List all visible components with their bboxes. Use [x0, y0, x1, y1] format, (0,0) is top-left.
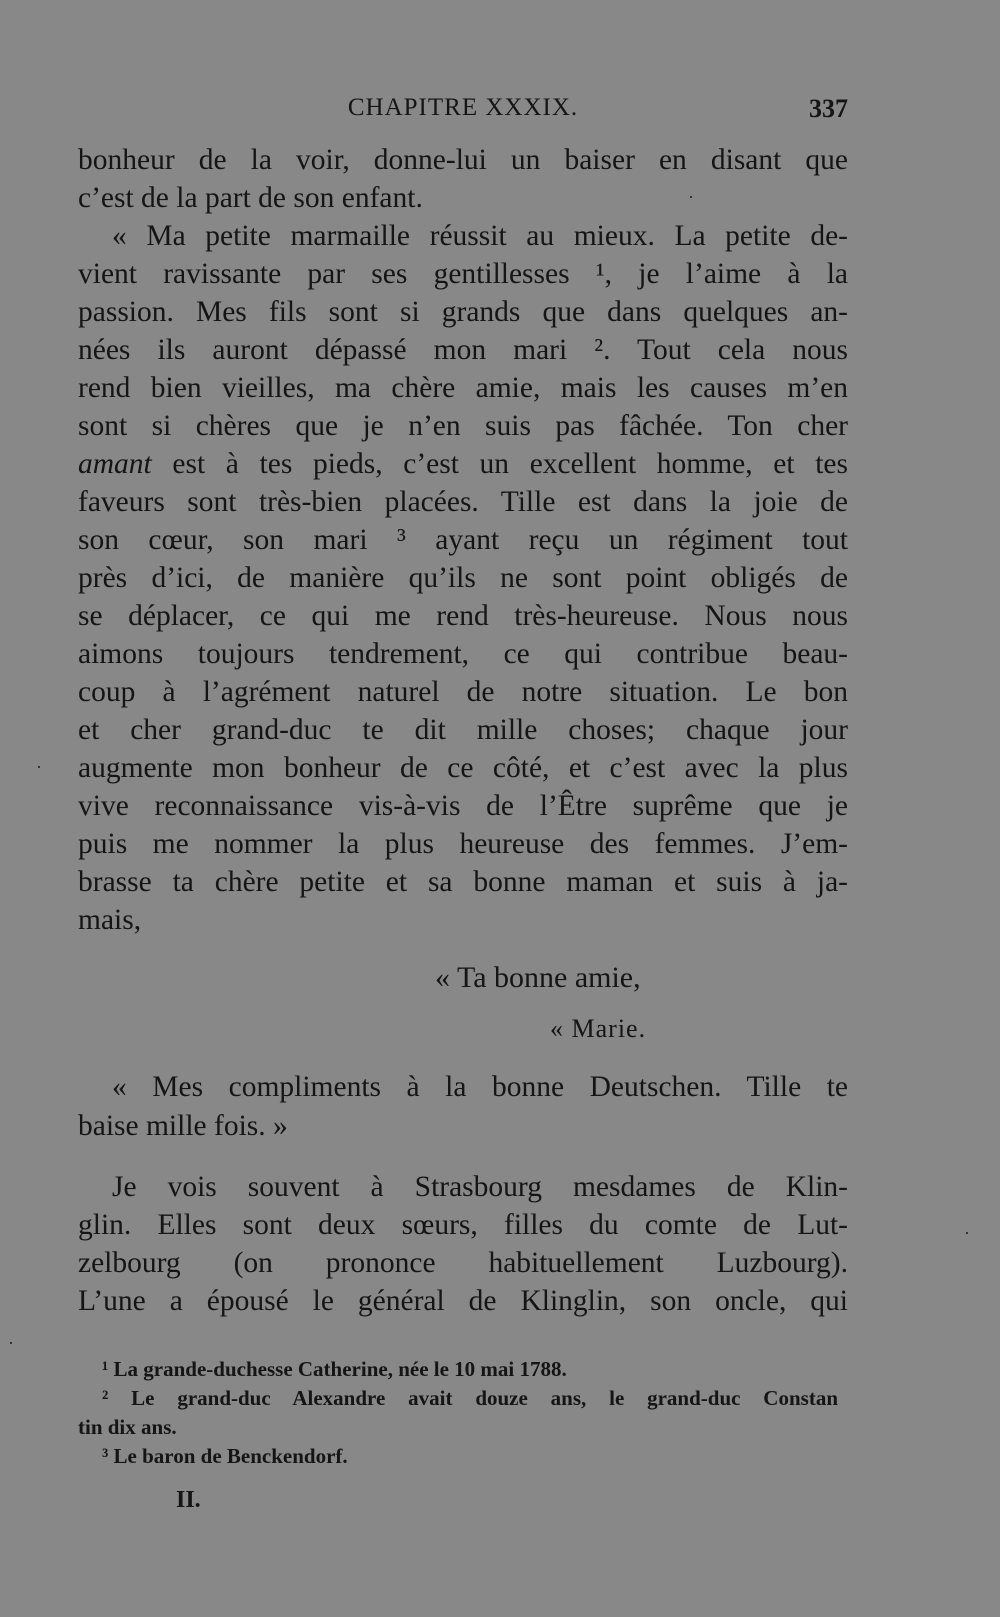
running-head: CHAPITRE XXXIX.	[347, 94, 579, 121]
text-line: mais,	[78, 904, 142, 936]
text-line: nées ils auront dépassé mon mari ². Tout cela nous	[78, 334, 848, 366]
text-line: c’est de la part de son enfant.	[78, 182, 423, 214]
scan-speck	[10, 1342, 12, 1344]
text-line: son cœur, son mari ³ ayant reçu un régiment tout	[78, 524, 848, 556]
postscript-line: baise mille fois. »	[78, 1110, 288, 1142]
scan-speck	[38, 766, 40, 768]
scan-speck	[690, 196, 692, 198]
text-line: puis me nommer la plus heureuse des femmes. J’em-	[78, 828, 848, 860]
footnote-continuation: tin dix ans.	[78, 1415, 177, 1439]
text-line: rend bien vieilles, ma chère amie, mais les causes m’en	[78, 372, 848, 404]
text-line: amant est à tes pieds, c’est un excellent homme, et tes	[78, 448, 848, 480]
signature-mark: II.	[176, 1487, 201, 1513]
text-line: et cher grand-duc te dit mille choses; chaque jour	[78, 714, 848, 746]
text-line: coup à l’agrément naturel de notre situation. Le bon	[78, 676, 848, 708]
text-line: L’une a épousé le général de Klinglin, son oncle, qui	[78, 1285, 848, 1317]
text-line: aimons toujours tendrement, ce qui contribue beau-	[78, 638, 848, 670]
postscript-line: « Mes compliments à la bonne Deutschen. Tille te	[112, 1071, 848, 1103]
text-line: bonheur de la voir, donne-lui un baiser en disant que	[78, 144, 848, 176]
letter-signature: « Marie.	[550, 1014, 647, 1043]
text-line: Je vois souvent à Strasbourg mesdames de Klin-	[112, 1171, 848, 1203]
text-line: près d’ici, de manière qu’ils ne sont point obligés de	[78, 562, 848, 594]
text-line: glin. Elles sont deux sœurs, filles du comte de Lut-	[78, 1209, 848, 1241]
page-number: 337	[809, 94, 848, 123]
italic-word: amant	[78, 448, 152, 480]
text-line: brasse ta chère petite et sa bonne maman et suis à ja-	[78, 866, 848, 898]
footnote: ³ Le baron de Benckendorf.	[102, 1444, 348, 1468]
page-header	[78, 94, 848, 130]
text-line: augmente mon bonheur de ce côté, et c’est avec la plus	[78, 752, 848, 784]
text-line: faveurs sont très-bien placées. Tille est dans la joie de	[78, 486, 848, 518]
footnote: ² Le grand-duc Alexandre avait douze ans, le grand-duc Constan	[102, 1386, 838, 1410]
letter-closing: « Ta bonne amie,	[435, 961, 641, 994]
text-line: zelbourg (on prononce habituellement Luzbourg).	[78, 1247, 848, 1279]
text-line: vient ravissante par ses gentillesses ¹, je l’aime à la	[78, 258, 848, 290]
text-line: « Ma petite marmaille réussit au mieux. La petite de-	[112, 220, 848, 252]
footnote: ¹ La grande-duchesse Catherine, née le 10 mai 1788.	[102, 1357, 567, 1381]
text-line: passion. Mes fils sont si grands que dans quelques an-	[78, 296, 848, 328]
scan-speck	[966, 1232, 968, 1234]
text-line: vive reconnaissance vis-à-vis de l’Être suprême que je	[78, 790, 848, 822]
text-line: sont si chères que je n’en suis pas fâchée. Ton cher	[78, 410, 848, 442]
text-line: se déplacer, ce qui me rend très-heureuse. Nous nous	[78, 600, 848, 632]
